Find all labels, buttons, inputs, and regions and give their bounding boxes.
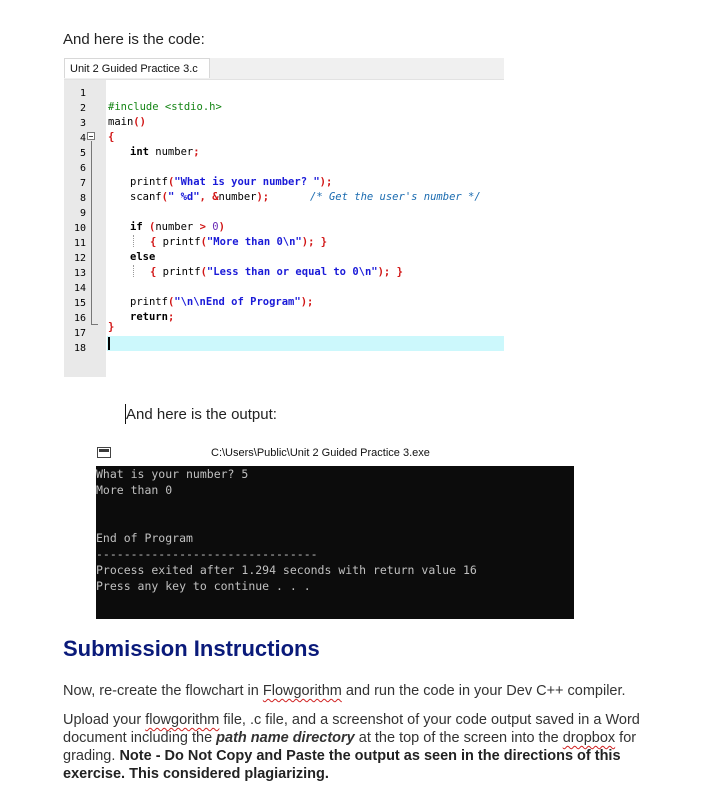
editor-tab-strip	[64, 58, 504, 80]
code-line-11: { printf("More than 0\n"); }	[150, 236, 328, 248]
code-line-8: scanf(" %d", &number);	[130, 191, 270, 203]
console-line: --------------------------------	[96, 547, 318, 561]
code-line-12: else	[130, 251, 156, 263]
code-line-10: if (number > 0)	[130, 221, 225, 233]
line-number: 6	[79, 163, 86, 174]
code-line-3: main()	[108, 116, 146, 128]
console-line: More than 0	[96, 483, 173, 497]
console-line: Process exited after 1.294 seconds with return value 16	[96, 563, 477, 577]
code-line-16: return;	[130, 311, 175, 323]
instruction-paragraph-2: Upload your flowgorithm file, .c file, and a screenshot of your code output saved in a Word document including the path name directory at the top of the screen into the dropbox for grading. Note - Do Not Copy and Paste the output as seen in the directions of this exercise. This considered plagiarizing.	[63, 712, 640, 782]
code-line-13: { printf("Less than or equal to 0\n"); }	[150, 266, 403, 278]
console-titlebar[interactable]	[96, 443, 576, 463]
editor-tab[interactable]: Unit 2 Guided Practice 3.c	[64, 58, 210, 78]
text-caret	[108, 337, 110, 350]
fold-guide-end	[91, 324, 98, 325]
line-number: 18	[73, 343, 86, 354]
console-line: End of Program	[96, 531, 193, 545]
line-number: 12	[73, 253, 86, 264]
code-editor[interactable]	[64, 58, 504, 378]
code-line-17: }	[108, 321, 115, 333]
code-line-2: #include <stdio.h>	[108, 101, 222, 113]
console-title: C:\Users\Public\Unit 2 Guided Practice 3.exe	[211, 447, 430, 459]
code-line-7: printf("What is your number? ");	[130, 176, 333, 188]
line-number: 2	[79, 103, 86, 114]
flowgorithm-word: Flowgorithm	[262, 683, 342, 699]
path-name-emphasis: path name directory	[216, 730, 355, 746]
line-number: 14	[73, 283, 86, 294]
console-line: What is your number? 5	[96, 467, 249, 481]
code-comment: /* Get the user's number */	[310, 191, 481, 203]
line-number: 11	[73, 238, 86, 249]
dropbox-word: dropbox	[562, 730, 616, 746]
code-line-15: printf("\n\nEnd of Program");	[130, 296, 314, 308]
indent-guide	[133, 235, 135, 247]
line-number: 9	[79, 208, 86, 219]
line-number: 3	[79, 118, 86, 129]
line-number: 4	[79, 133, 86, 144]
line-number: 7	[79, 178, 86, 189]
code-line-5: int number;	[130, 146, 200, 158]
line-number: 5	[79, 148, 86, 159]
line-number: 1	[79, 88, 86, 99]
plagiarism-note: Note - Do Not Copy and Paste the output as seen in the directions of this exercise. This considered plagiarizing.	[63, 748, 621, 782]
submission-heading: Submission Instructions	[63, 636, 320, 661]
collapse-fold-icon[interactable]	[87, 132, 95, 140]
indent-guide	[133, 265, 135, 277]
flowgorithm-word: flowgorithm	[145, 712, 220, 728]
fold-guide-line	[91, 141, 92, 324]
console-output	[96, 466, 574, 619]
line-number: 16	[73, 313, 86, 324]
intro-text: And here is the code:	[63, 31, 205, 48]
current-line-highlight	[107, 336, 504, 351]
line-number-gutter	[64, 80, 106, 377]
instruction-paragraph-1: Now, re-create the flowchart in Flowgorithm and run the code in your Dev C++ compiler.	[63, 683, 626, 699]
line-number: 10	[73, 223, 86, 234]
line-number: 17	[73, 328, 86, 339]
console-line: Press any key to continue . . .	[96, 579, 311, 593]
line-number: 15	[73, 298, 86, 309]
code-line-4: {	[108, 131, 115, 143]
console-window-icon	[97, 447, 111, 458]
line-number: 13	[73, 268, 86, 279]
output-heading: And here is the output:	[126, 406, 277, 423]
line-number: 8	[79, 193, 86, 204]
